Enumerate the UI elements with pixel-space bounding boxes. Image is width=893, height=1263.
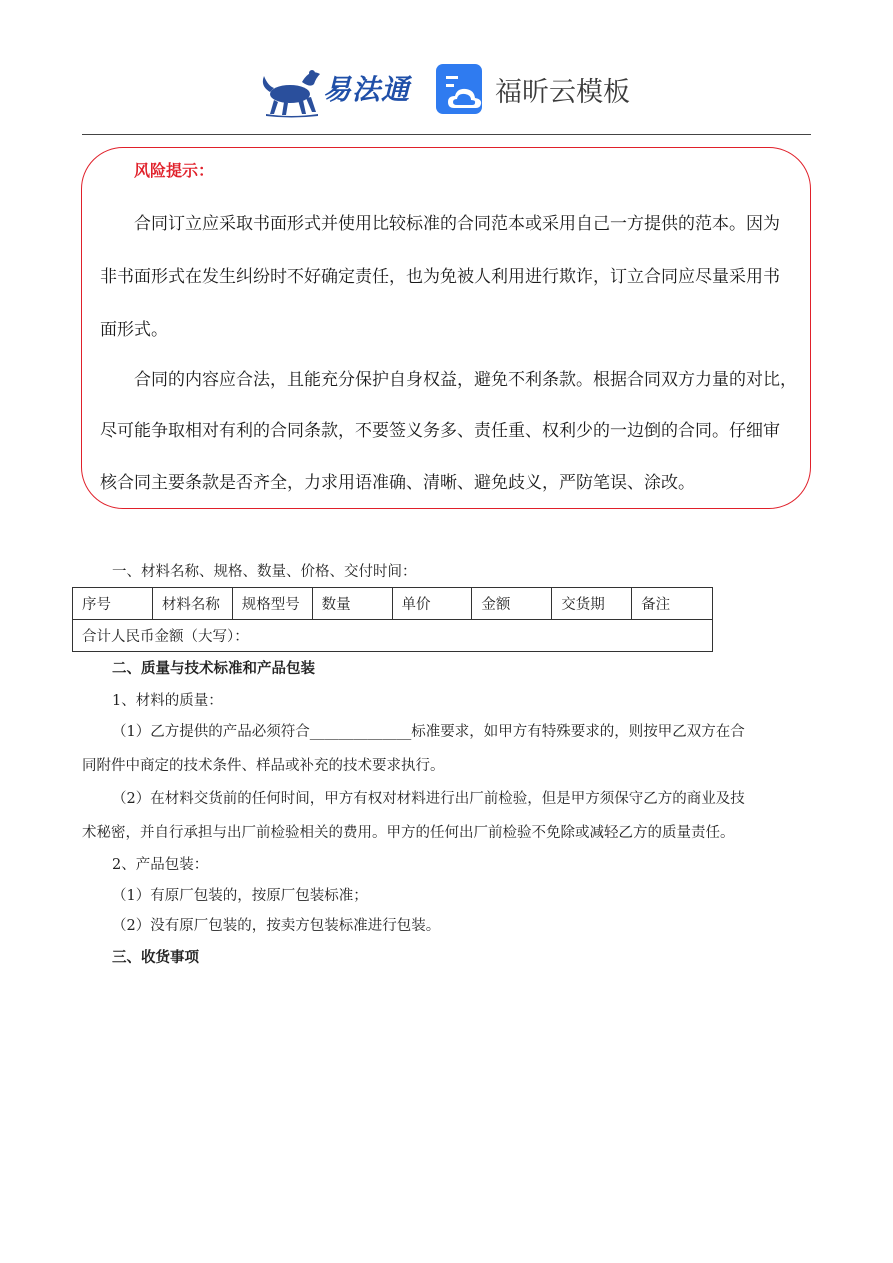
header: [0, 58, 893, 124]
table-header-cell: 规格型号: [232, 588, 312, 620]
table-header-row: [73, 588, 713, 620]
table-header-cell: 备注: [632, 588, 713, 620]
subsection-quality: 1、材料的质量：: [112, 693, 223, 709]
section-2-heading: 二、质量与技术标准和产品包装: [112, 660, 315, 677]
section-1-heading: 一、材料名称、规格、数量、价格、交付时间：: [112, 564, 417, 580]
header-divider: [82, 134, 811, 135]
paragraph-line: 同附件中商定的技术条件、样品或补充的技术要求执行。: [82, 758, 445, 774]
paragraph-line: （2）没有原厂包装的，按卖方包装标准进行包装。: [112, 918, 441, 934]
paragraph-line: （1）有原厂包装的，按原厂包装标准；: [112, 888, 368, 904]
risk-line: 面形式。: [100, 320, 168, 340]
table-total-cell: 合计人民币金额（大写）：: [73, 620, 713, 652]
table-header-cell: 金额: [472, 588, 552, 620]
subsection-packaging: 2、产品包装：: [112, 857, 209, 873]
risk-line: 合同的内容应合法，且能充分保护自身权益，避免不利条款。根据合同双方力量的对比，: [134, 370, 797, 390]
materials-table: [72, 587, 713, 652]
risk-notice-title: 风险提示：: [134, 161, 215, 180]
table-header-cell: 交货期: [552, 588, 632, 620]
yifatong-logo-text: 易法通: [323, 73, 411, 106]
paragraph-line: （2）在材料交货前的任何时间，甲方有权对材料进行出厂前检验，但是甲方须保守乙方的商业及技: [112, 791, 745, 807]
paragraph-line: （1）乙方提供的产品必须符合______________标准要求，如甲方有特殊要求的，则按甲乙双方在合: [112, 724, 745, 740]
risk-line: 核合同主要条款是否齐全，力求用语准确、清晰、避免歧义，严防笔误、涂改。: [100, 473, 695, 493]
table-header-cell: 数量: [312, 588, 392, 620]
paragraph-line: 术秘密，并自行承担与出厂前检验相关的费用。甲方的任何出厂前检验不免除或减轻乙方的质量责任。: [82, 825, 735, 841]
table-total-row: [73, 620, 713, 652]
section-3-heading: 三、收货事项: [112, 949, 199, 966]
foxit-cloud-logo-icon: [436, 64, 486, 118]
risk-line: 非书面形式在发生纠纷时不好确定责任，也为免被人利用进行欺诈，订立合同应尽量采用书: [100, 267, 780, 287]
table-header-cell: 单价: [392, 588, 472, 620]
risk-line: 尽可能争取相对有利的合同条款，不要签义务多、责任重、权利少的一边倒的合同。仔细审: [100, 421, 780, 441]
table-header-cell: 材料名称: [152, 588, 232, 620]
table-header-cell: 序号: [73, 588, 153, 620]
risk-notice-box: [81, 147, 811, 509]
foxit-template-logo-text: 福昕云模板: [495, 77, 630, 108]
risk-line: 合同订立应采取书面形式并使用比较标准的合同范本或采用自己一方提供的范本。因为: [134, 214, 780, 234]
